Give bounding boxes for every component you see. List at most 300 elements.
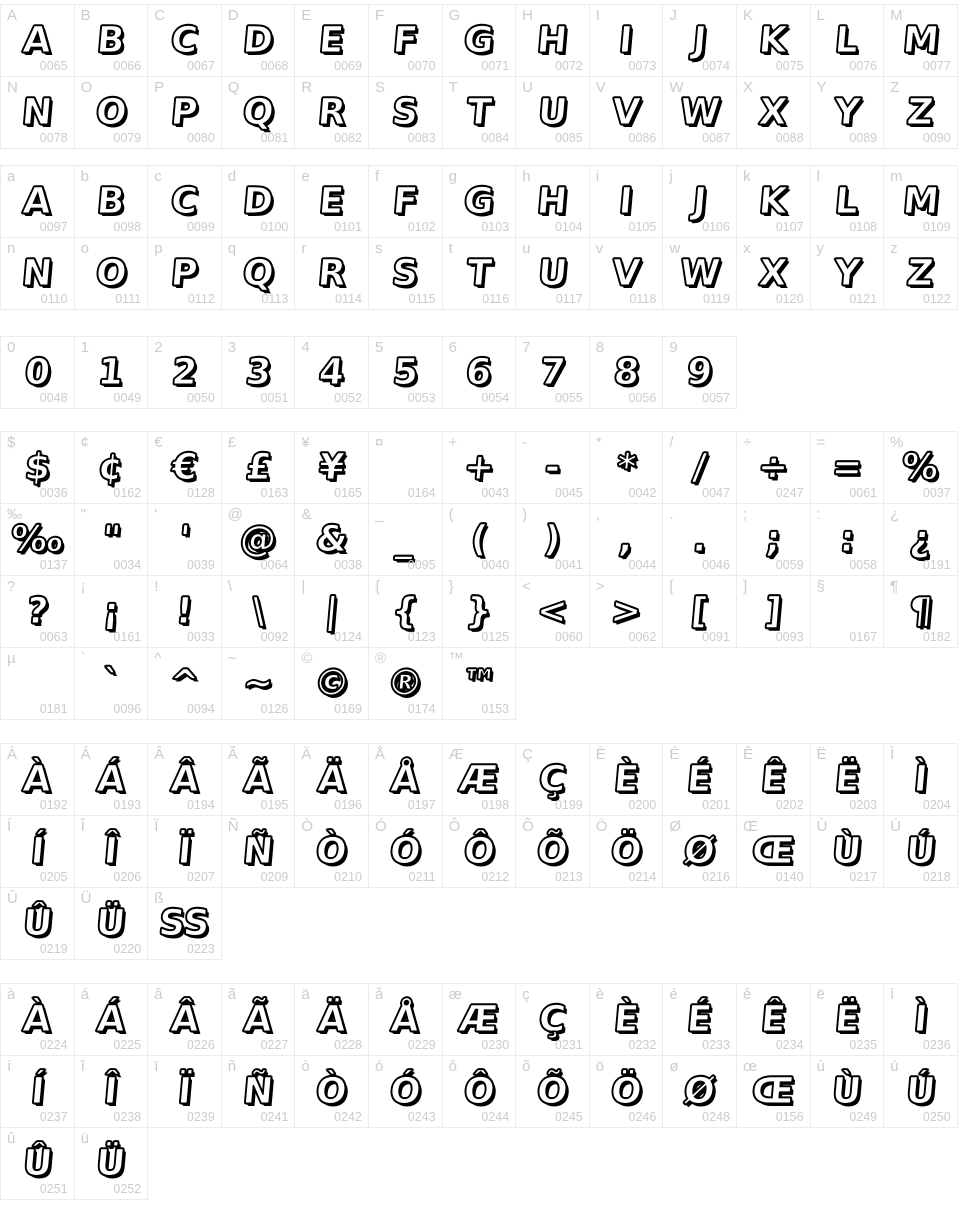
cell-code-label: 0090: [922, 130, 951, 145]
cell-character-label: l: [816, 168, 820, 185]
glyph-preview: J: [691, 180, 709, 222]
cell-code-label: 0082: [334, 130, 362, 145]
cell-code-label: 0192: [39, 797, 68, 812]
glyph-preview: A: [21, 180, 54, 222]
cell-character-label: g: [448, 168, 457, 185]
glyph-preview: £: [243, 446, 273, 488]
cell-character-label: H: [522, 7, 533, 24]
glyph-cell: [442, 336, 517, 409]
glyph-preview: W: [678, 91, 722, 133]
cell-code-label: 0210: [334, 869, 362, 884]
glyph-cell: [147, 4, 222, 77]
glyph-cell: [810, 76, 885, 149]
cell-code-label: 0116: [482, 291, 510, 306]
cell-character-label: ù: [816, 1058, 825, 1075]
cell-code-label: 0238: [113, 1109, 142, 1124]
glyph-preview: Ò: [314, 830, 349, 872]
glyph-cell: [221, 336, 296, 409]
cell-character-label: m: [890, 168, 903, 185]
cell-character-label: 5: [374, 339, 384, 356]
cell-character-label: É: [669, 746, 680, 763]
cell-code-label: 0095: [407, 557, 436, 572]
glyph-cell: [147, 237, 222, 310]
cell-character-label: (: [448, 506, 454, 523]
glyph-preview: ;: [764, 518, 783, 560]
glyph-cell: [368, 1055, 443, 1128]
glyph-preview: U: [536, 91, 569, 133]
glyph-preview: <: [535, 590, 570, 632]
cell-code-label: 0193: [113, 797, 142, 812]
cell-code-label: 0091: [702, 629, 730, 644]
glyph-preview: Ö: [608, 830, 644, 872]
cell-character-label: L: [816, 7, 825, 24]
glyph-cell: [221, 815, 296, 888]
glyph-preview: ': [177, 518, 192, 560]
cell-character-label: Ì: [890, 746, 895, 763]
glyph-cell: [147, 647, 222, 720]
glyph-cell: [662, 431, 737, 504]
cell-character-label: œ: [742, 1058, 758, 1075]
cell-code-label: 0117: [555, 291, 583, 306]
cell-code-label: 0243: [407, 1109, 436, 1124]
glyph-cell: [736, 431, 811, 504]
cell-character-label: f: [374, 168, 380, 185]
glyph-preview: ]: [763, 590, 784, 632]
glyph-preview: €: [170, 446, 199, 488]
cell-code-label: 0106: [702, 219, 730, 234]
cell-character-label: Ñ: [227, 818, 239, 835]
cell-code-label: 0103: [481, 219, 510, 234]
cell-character-label: £: [227, 434, 237, 451]
cell-character-label: î: [80, 1058, 85, 1075]
glyph-preview: 1: [96, 351, 126, 393]
glyph-preview: É: [685, 758, 714, 800]
glyph-row: [0, 983, 970, 1056]
glyph-preview: Ì: [911, 758, 929, 800]
glyph-cell: [662, 983, 737, 1056]
glyph-cell: [662, 237, 737, 310]
glyph-preview: L: [833, 180, 861, 222]
glyph-preview: K: [757, 19, 790, 61]
glyph-cell: [74, 165, 149, 238]
cell-code-label: 0196: [334, 797, 362, 812]
glyph-preview: (: [468, 518, 489, 560]
cell-code-label: 0239: [186, 1109, 215, 1124]
cell-code-label: 0200: [628, 797, 657, 812]
cell-code-label: 0102: [407, 219, 436, 234]
cell-code-label: 0174: [407, 701, 436, 716]
cell-character-label: C: [154, 7, 166, 24]
glyph-cell: [589, 431, 664, 504]
cell-character-label: :: [816, 506, 821, 523]
cell-character-label: ÷: [742, 434, 752, 451]
cell-character-label: 7: [522, 339, 531, 356]
cell-character-label: Î: [80, 818, 85, 835]
glyph-cell: [883, 431, 958, 504]
glyph-cell: [442, 165, 517, 238]
cell-code-label: 0107: [775, 219, 804, 234]
glyph-cell: [74, 647, 149, 720]
cell-code-label: 0058: [849, 557, 878, 572]
glyph-preview: N: [20, 252, 55, 294]
cell-character-label: S: [374, 79, 385, 96]
glyph-preview: ": [99, 518, 123, 560]
glyph-preview: 5: [390, 351, 420, 393]
cell-character-label: ?: [7, 578, 16, 595]
glyph-cell: [74, 575, 149, 648]
glyph-preview: *: [614, 446, 638, 488]
cell-character-label: |: [301, 578, 306, 595]
cell-character-label: Ï: [154, 818, 159, 835]
glyph-preview: I: [617, 180, 635, 222]
cell-code-label: 0230: [481, 1037, 510, 1052]
glyph-preview: S: [390, 91, 421, 133]
cell-code-label: 0212: [481, 869, 510, 884]
cell-code-label: 0204: [922, 797, 951, 812]
glyph-preview: _: [394, 518, 417, 560]
glyph-preview: T: [464, 252, 493, 294]
cell-character-label: X: [742, 79, 753, 96]
glyph-cell: [368, 237, 443, 310]
cell-code-label: 0034: [113, 557, 142, 572]
cell-character-label: ®: [374, 650, 387, 667]
cell-code-label: 0223: [186, 941, 215, 956]
glyph-cell: [74, 743, 149, 816]
cell-code-label: 0224: [39, 1037, 68, 1052]
glyph-preview: ¿: [908, 518, 933, 560]
cell-character-label: ¢: [80, 434, 89, 451]
glyph-cell: [589, 4, 664, 77]
glyph-cell: [810, 4, 885, 77]
glyph-cell: [736, 503, 811, 576]
cell-character-label: ø: [669, 1058, 679, 1075]
cell-code-label: 0101: [334, 219, 362, 234]
glyph-preview: }: [464, 590, 494, 632]
cell-character-label: o: [80, 240, 89, 257]
cell-character-label: ~: [227, 650, 237, 667]
cell-code-label: 0119: [703, 291, 730, 306]
glyph-preview: T: [464, 91, 493, 133]
glyph-cell: [589, 165, 664, 238]
cell-code-label: 0077: [922, 58, 951, 73]
cell-code-label: 0084: [481, 130, 510, 145]
cell-character-label: ¡: [80, 578, 86, 595]
glyph-preview: Œ: [750, 830, 797, 872]
cell-character-label: /: [669, 434, 674, 451]
cell-code-label: 0124: [334, 629, 362, 644]
glyph-preview: Ñ: [241, 830, 275, 872]
cell-code-label: 0073: [628, 58, 657, 73]
glyph-row: [0, 431, 970, 504]
cell-character-label: !: [154, 578, 159, 595]
glyph-preview: Ï: [176, 830, 194, 872]
cell-code-label: 0036: [39, 485, 68, 500]
glyph-cell: [74, 76, 149, 149]
glyph-preview: Ù: [830, 830, 864, 872]
glyph-cell: [515, 575, 590, 648]
cell-character-label: .: [669, 506, 674, 523]
cell-character-label: à: [7, 986, 16, 1003]
glyph-preview: |: [323, 590, 341, 632]
glyph-preview: È: [612, 998, 641, 1040]
glyph-row: [0, 76, 970, 149]
glyph-cell: [736, 743, 811, 816]
glyph-preview: H: [535, 180, 570, 222]
glyph-preview: 2: [170, 351, 199, 393]
cell-code-label: 0097: [39, 219, 68, 234]
glyph-row: [0, 503, 970, 576]
glyph-preview: L: [833, 19, 861, 61]
cell-code-label: 0140: [775, 869, 804, 884]
glyph-preview: Ã: [242, 998, 274, 1040]
glyph-preview: 3: [243, 351, 273, 393]
glyph-preview: Ë: [832, 998, 861, 1040]
glyph-preview: @: [238, 518, 278, 560]
glyph-cell: [810, 431, 885, 504]
glyph-cell: [294, 336, 369, 409]
cell-code-label: 0052: [334, 390, 362, 405]
glyph-cell: [810, 503, 885, 576]
glyph-cell: [74, 887, 149, 960]
cell-code-label: 0137: [39, 557, 68, 572]
cell-character-label: D: [227, 7, 239, 24]
cell-character-label: Ù: [816, 818, 828, 835]
cell-character-label: A: [7, 7, 18, 24]
cell-code-label: 0207: [186, 869, 215, 884]
cell-code-label: 0039: [186, 557, 215, 572]
glyph-cell: [589, 743, 664, 816]
glyph-cell: [0, 503, 75, 576]
glyph-preview: Ô: [461, 1070, 496, 1112]
cell-code-label: 0248: [702, 1109, 730, 1124]
cell-character-label: d: [227, 168, 237, 185]
cell-character-label: +: [448, 434, 458, 451]
glyph-cell: [368, 503, 443, 576]
cell-character-label: 1: [80, 339, 89, 356]
glyph-preview: G: [462, 19, 496, 61]
glyph-section-digits: [0, 336, 970, 409]
cell-code-label: 0061: [849, 485, 878, 500]
cell-code-label: 0249: [849, 1109, 878, 1124]
glyph-cell: [147, 743, 222, 816]
glyph-preview: ^: [167, 662, 202, 704]
glyph-section-lowercase-letters: [0, 165, 970, 310]
cell-code-label: 0051: [260, 390, 289, 405]
glyph-preview: R: [316, 252, 348, 294]
glyph-preview: C: [169, 180, 200, 222]
cell-character-label: È: [595, 746, 606, 763]
glyph-preview: Ê: [759, 758, 788, 800]
glyph-preview: P: [169, 91, 200, 133]
glyph-cell: [0, 237, 75, 310]
glyph-cell: [442, 4, 517, 77]
cell-code-label: 0164: [407, 485, 436, 500]
glyph-cell: [74, 4, 149, 77]
glyph-cell: [0, 76, 75, 149]
cell-code-label: 0236: [922, 1037, 951, 1052]
cell-character-label: æ: [448, 986, 462, 1003]
cell-code-label: 0182: [922, 629, 951, 644]
glyph-preview: 7: [538, 351, 567, 393]
glyph-section-uppercase-accented: [0, 743, 970, 960]
cell-code-label: 0060: [554, 629, 583, 644]
glyph-preview: Ì: [911, 998, 929, 1040]
glyph-cell: [662, 76, 737, 149]
cell-code-label: 0068: [260, 58, 289, 73]
cell-character-label: ñ: [227, 1058, 237, 1075]
glyph-cell: [736, 575, 811, 648]
cell-character-label: k: [742, 168, 751, 185]
cell-character-label: Ú: [890, 818, 901, 835]
glyph-cell: [147, 887, 222, 960]
cell-code-label: 0246: [628, 1109, 657, 1124]
glyph-cell: [662, 336, 737, 409]
cell-character-label: c: [154, 168, 162, 185]
cell-character-label: ): [522, 506, 528, 523]
cell-character-label: x: [742, 240, 751, 257]
cell-character-label: t: [448, 240, 453, 257]
cell-character-label: ü: [80, 1130, 89, 1147]
cell-character-label: Ó: [374, 818, 387, 835]
cell-character-label: µ: [7, 650, 16, 667]
cell-code-label: 0105: [628, 219, 657, 234]
cell-code-label: 0055: [554, 390, 583, 405]
glyph-cell: [74, 1127, 149, 1200]
cell-code-label: 0045: [554, 485, 583, 500]
cell-code-label: 0083: [407, 130, 436, 145]
glyph-cell: [589, 575, 664, 648]
glyph-cell: [736, 1055, 811, 1128]
cell-code-label: 0194: [186, 797, 215, 812]
glyph-preview: Æ: [457, 998, 501, 1040]
cell-character-label: W: [669, 79, 684, 96]
glyph-cell: [147, 165, 222, 238]
cell-code-label: 0070: [407, 58, 436, 73]
glyph-cell: [442, 237, 517, 310]
cell-character-label: ¶: [890, 578, 899, 595]
glyph-cell: [0, 4, 75, 77]
cell-character-label: M: [890, 7, 903, 24]
glyph-preview: -: [543, 446, 562, 488]
glyph-preview: Á: [95, 758, 127, 800]
glyph-row: [0, 887, 970, 960]
cell-code-label: 0244: [481, 1109, 510, 1124]
glyph-cell: [74, 1055, 149, 1128]
glyph-cell: [147, 76, 222, 149]
cell-code-label: 0066: [113, 58, 142, 73]
glyph-cell: [368, 575, 443, 648]
glyph-preview: ¡: [100, 590, 121, 632]
cell-code-label: 0049: [113, 390, 142, 405]
glyph-cell: [810, 575, 885, 648]
cell-code-label: 0085: [554, 130, 583, 145]
cell-character-label: }: [448, 578, 454, 595]
cell-character-label: -: [522, 434, 528, 451]
cell-code-label: 0165: [334, 485, 362, 500]
cell-code-label: 0214: [628, 869, 657, 884]
glyph-cell: [810, 815, 885, 888]
cell-character-label: â: [154, 986, 163, 1003]
glyph-preview: 8: [611, 351, 641, 393]
glyph-cell: [368, 336, 443, 409]
glyph-row: [0, 336, 970, 409]
cell-character-label: 6: [448, 339, 457, 356]
glyph-preview: !: [174, 590, 195, 632]
cell-character-label: y: [816, 240, 825, 257]
glyph-cell: [662, 743, 737, 816]
cell-code-label: 0247: [775, 485, 804, 500]
glyph-preview: B: [95, 180, 127, 222]
glyph-cell: [883, 4, 958, 77]
glyph-preview: R: [316, 91, 348, 133]
glyph-cell: [0, 575, 75, 648]
glyph-cell: [589, 237, 664, 310]
glyph-cell: [883, 815, 958, 888]
glyph-cell: [589, 815, 664, 888]
glyph-preview: ÷: [756, 446, 791, 488]
glyph-preview: D: [241, 19, 275, 61]
cell-character-label: w: [669, 240, 681, 257]
cell-code-label: 0053: [407, 390, 436, 405]
glyph-cell: [515, 743, 590, 816]
glyph-cell: [0, 1127, 75, 1200]
glyph-preview: SS: [157, 902, 212, 944]
cell-code-label: 0108: [849, 219, 878, 234]
glyph-cell: [221, 1055, 296, 1128]
glyph-preview: Y: [832, 91, 862, 133]
glyph-preview: S: [390, 252, 421, 294]
cell-code-label: 0114: [335, 291, 362, 306]
cell-code-label: 0093: [775, 629, 804, 644]
glyph-preview: Y: [832, 252, 862, 294]
glyph-cell: [883, 743, 958, 816]
glyph-preview: Œ: [750, 1070, 797, 1112]
cell-code-label: 0233: [702, 1037, 730, 1052]
glyph-preview: Û: [20, 902, 54, 944]
cell-code-label: 0153: [481, 701, 510, 716]
cell-character-label: Ò: [301, 818, 314, 835]
cell-character-label: ß: [154, 890, 164, 907]
glyph-cell: [883, 76, 958, 149]
cell-character-label: ;: [742, 506, 748, 523]
cell-character-label: 8: [595, 339, 605, 356]
cell-character-label: =: [816, 434, 826, 451]
glyph-preview: {: [390, 590, 420, 632]
cell-character-label: Â: [154, 746, 165, 763]
glyph-cell: [221, 4, 296, 77]
cell-character-label: ]: [742, 578, 748, 595]
cell-character-label: V: [595, 79, 606, 96]
glyph-preview: Ä: [315, 758, 348, 800]
cell-character-label: Ö: [595, 818, 608, 835]
cell-code-label: 0226: [186, 1037, 215, 1052]
cell-character-label: P: [154, 79, 165, 96]
glyph-cell: [221, 76, 296, 149]
glyph-section-lowercase-accented: [0, 983, 970, 1200]
cell-code-label: 0100: [260, 219, 289, 234]
cell-character-label: F: [374, 7, 385, 24]
cell-character-label: ï: [154, 1058, 159, 1075]
glyph-preview: ?: [25, 590, 50, 632]
glyph-preview: ©: [311, 662, 352, 704]
glyph-cell: [0, 165, 75, 238]
cell-code-label: 0218: [922, 869, 951, 884]
glyph-preview: Ë: [832, 758, 861, 800]
glyph-cell: [221, 647, 296, 720]
cell-character-label: À: [7, 746, 18, 763]
cell-character-label: `: [80, 650, 86, 667]
glyph-preview: Q: [241, 252, 276, 294]
